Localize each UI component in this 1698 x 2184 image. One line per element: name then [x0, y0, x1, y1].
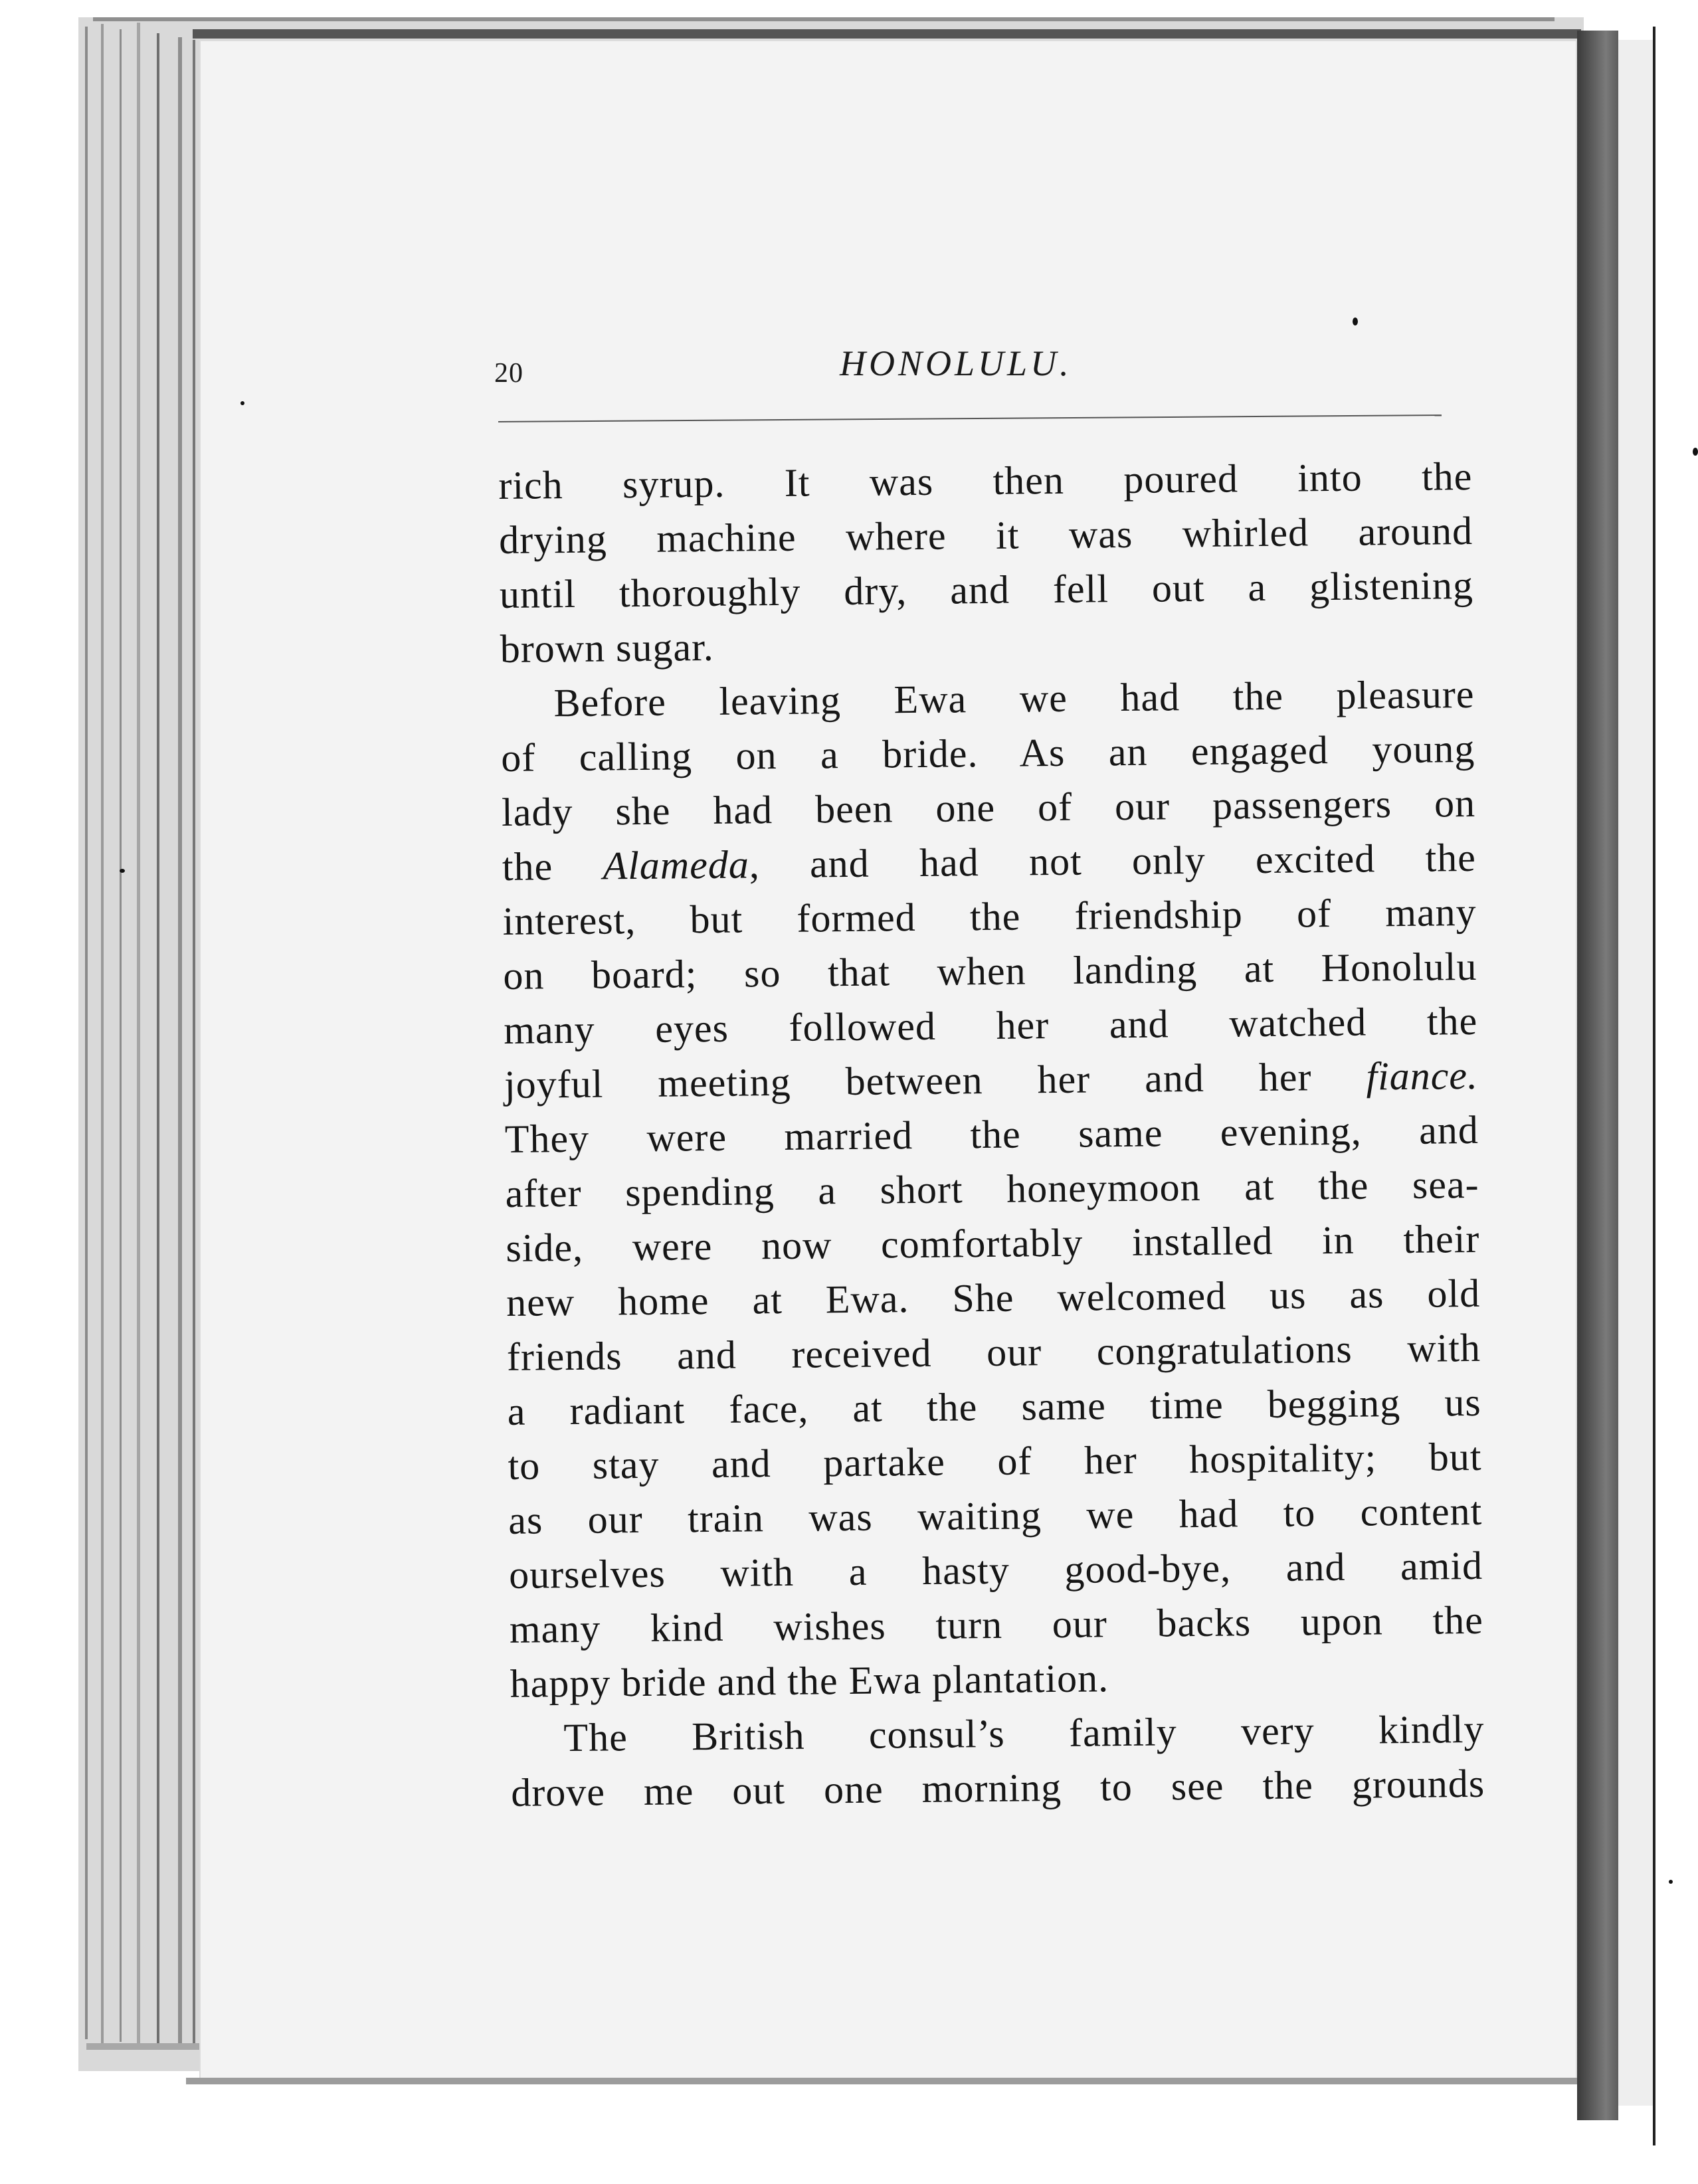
page-edge — [120, 29, 122, 2042]
text-line — [504, 994, 1478, 1057]
text-run: new home at Ewa. She welcomed us as old — [506, 1271, 1481, 1324]
facing-page-edge — [1618, 40, 1653, 2106]
scan-speck — [1693, 448, 1698, 456]
text-run: Before leaving Ewa we had the pleasure — [553, 672, 1475, 725]
text-line — [511, 1756, 1485, 1820]
text-line — [498, 449, 1473, 513]
text-line — [510, 1647, 1484, 1711]
text-line — [500, 558, 1474, 622]
text-run: drove me out one morning to see the grounds — [510, 1761, 1485, 1815]
page-bottom-edge — [186, 2078, 1581, 2084]
text-run: interest, but formed the friendship of many — [502, 889, 1477, 943]
text-line — [508, 1484, 1483, 1548]
text-run: after spending a short honeymoon at the sea- — [505, 1162, 1479, 1216]
text-run: The British consul’s family very kindly — [563, 1706, 1485, 1760]
page-edge — [178, 37, 182, 2050]
text-line — [500, 667, 1475, 731]
text-line — [500, 612, 1474, 676]
text-run: ourselves with a hasty good-bye, and amid — [508, 1543, 1483, 1597]
text-line — [509, 1538, 1483, 1602]
text-line — [505, 1157, 1479, 1221]
italic-text: fiance. — [1366, 1053, 1479, 1099]
text-run: the — [502, 844, 603, 889]
scan-speck — [1353, 318, 1358, 325]
text-run: joyful meeting between her and her — [504, 1054, 1367, 1107]
text-run: side, were now comfortably installed in their — [506, 1216, 1480, 1270]
text-line — [504, 1048, 1479, 1112]
text-line — [502, 776, 1476, 840]
page-edge — [85, 27, 88, 2039]
page-top-edge — [193, 29, 1581, 39]
text-run: to stay and partake of her hospitality; but — [508, 1434, 1482, 1488]
scan-speck — [120, 869, 125, 873]
text-line — [508, 1429, 1482, 1493]
scan-speck — [1669, 1880, 1673, 1884]
page-number: 20 — [494, 358, 523, 389]
italic-text: Alameda — [603, 842, 750, 888]
text-run: until thoroughly dry, and fell out a glistening — [499, 563, 1474, 616]
text-line — [501, 721, 1475, 785]
text-run: , and had not only excited the — [749, 835, 1477, 887]
text-run: many eyes followed her and watched the — [503, 998, 1478, 1052]
text-line — [507, 1320, 1481, 1384]
page-edge — [157, 33, 159, 2045]
text-line — [499, 503, 1473, 567]
text-run: of calling on a bride. As an engaged young — [501, 726, 1475, 780]
text-line — [502, 830, 1477, 894]
text-run: lady she had been one of our passengers on — [501, 780, 1476, 834]
text-line — [502, 885, 1477, 949]
text-line — [510, 1702, 1485, 1766]
text-run: on board; so that when landing at Honolulu — [503, 944, 1477, 998]
text-line — [506, 1212, 1480, 1275]
page-edge — [93, 17, 1555, 21]
text-line — [507, 1375, 1481, 1439]
text-line — [503, 939, 1477, 1003]
text-run: happy bride and the Ewa plantation. — [510, 1656, 1109, 1706]
text-run: a radiant face, at the same time begging us — [507, 1380, 1482, 1433]
text-run: many kind wishes turn our backs upon the — [509, 1597, 1484, 1651]
text-run: friends and received our congratulations with — [506, 1325, 1481, 1379]
page-edge — [101, 24, 104, 2043]
book-gutter-shadow — [1577, 31, 1618, 2120]
page-edge — [137, 23, 140, 2045]
text-run: drying machine where it was whirled around — [498, 508, 1473, 562]
running-title: HONOLULU. — [840, 343, 1072, 383]
text-line — [510, 1593, 1484, 1657]
scan-speck — [240, 401, 244, 405]
text-line — [504, 1103, 1479, 1166]
text-run: rich syrup. It was then poured into the — [498, 454, 1473, 507]
text-run: They were married the same evening, and — [504, 1107, 1479, 1161]
page-edge — [86, 2043, 206, 2050]
body-text — [498, 449, 1485, 1820]
running-header — [494, 337, 1444, 417]
text-run: as our train was waiting we had to content — [508, 1489, 1483, 1542]
text-line — [506, 1266, 1481, 1330]
scan-border — [1653, 27, 1655, 2145]
text-run: brown sugar. — [500, 624, 715, 671]
page-edge — [193, 40, 195, 2046]
